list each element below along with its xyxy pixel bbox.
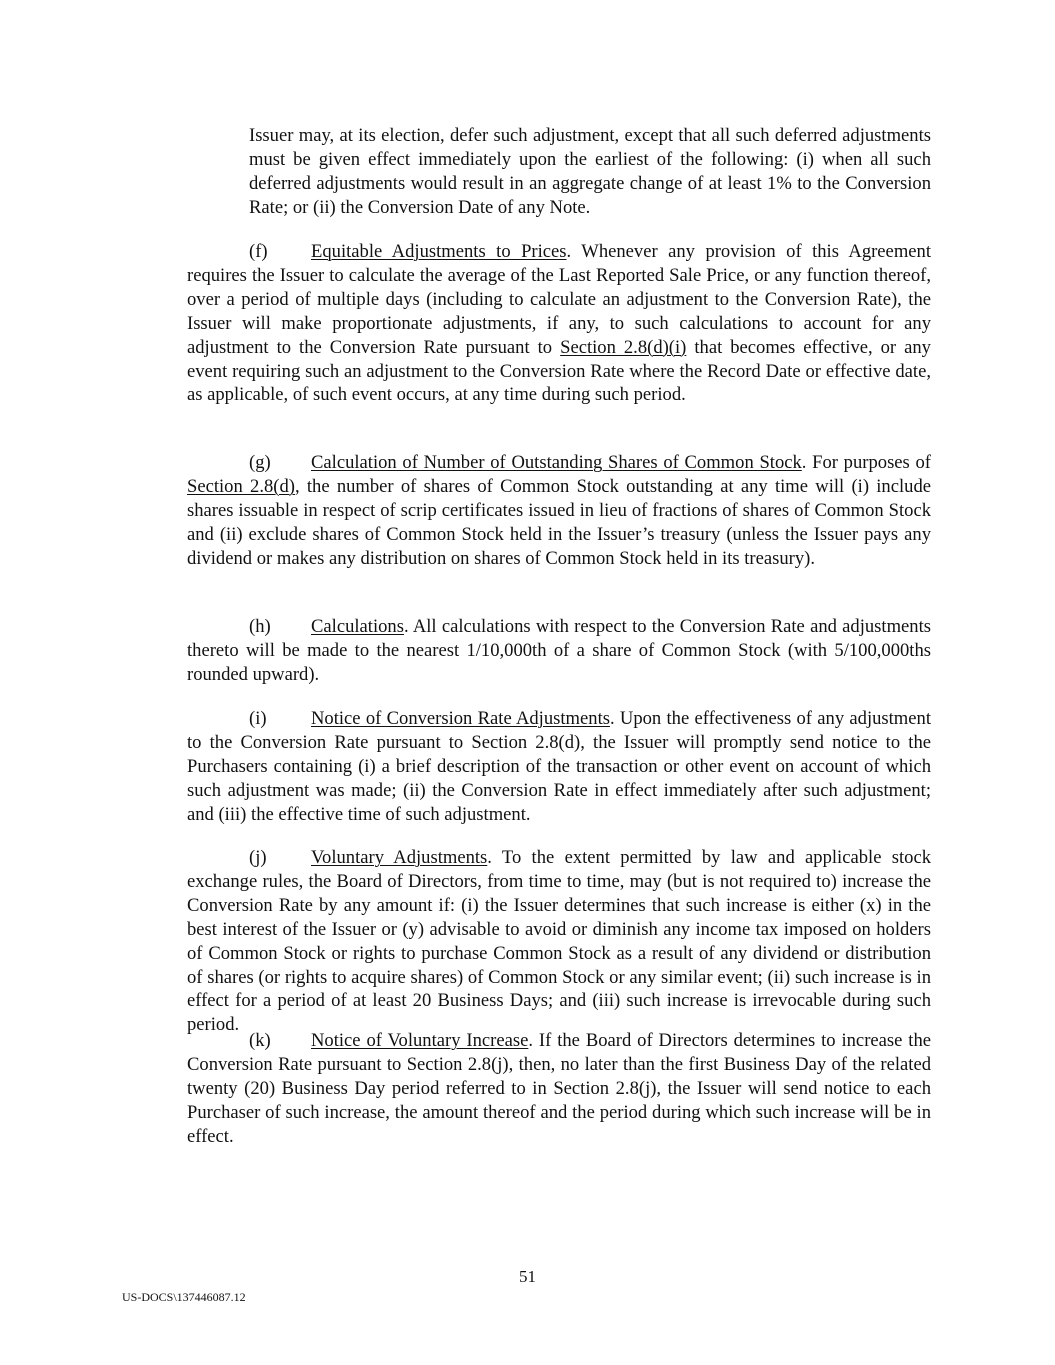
paragraph-text: . For purposes of — [801, 452, 931, 473]
paragraph-k — [187, 1029, 931, 1149]
paragraph-text: . Upon the effectiveness of any adjustment to the Conversion Rate pursuant to Section 2.8(d), the Issuer will promptly send notice to the Purchasers containing (i) a brief description of the transaction or other event on account of which such adjustment was made; (ii) the Conversion Rate in effect immediately after such adjustment; and (iii) the effective time of such adjustment. — [187, 708, 931, 825]
paragraph-label: (j) — [249, 847, 267, 868]
paragraph-heading: Notice of Conversion Rate Adjustments — [311, 708, 610, 729]
paragraph-text: . All calculations with respect to the Conversion Rate and adjustments thereto will be made to the nearest 1/10,000th of a share of Common Stock (with 5/100,000ths rounded upward). — [187, 616, 931, 685]
paragraph-heading: Calculation of Number of Outstanding Shares of Common Stock — [311, 452, 802, 473]
paragraph-text: , the number of shares of Common Stock outstanding at any time will (i) include shares issuable in respect of scrip certificates issued in lieu of fractions of shares of Common Stock and (ii) exclude shares of Common Stock held in the Issuer’s treasury (unless the Issuer pays any dividend or makes any distribution on shares of Common Stock held in its treasury). — [187, 475, 931, 569]
paragraph-label: (i) — [249, 708, 267, 729]
document-id: US-DOCS\137446087.12 — [122, 1290, 246, 1304]
paragraph-heading: Equitable Adjustments to Prices — [311, 241, 567, 262]
paragraph-label: (f) — [249, 241, 268, 262]
section-reference: Section 2.8(d)(i) — [560, 336, 687, 358]
paragraph-heading: Calculations — [311, 616, 404, 637]
paragraph-text: Issuer may, at its election, defer such adjustment, except that all such deferred adjustments must be given effect immediately upon the earliest of the following: (i) when all such deferred adjustments would result in an aggregate change of at least 1% to the Conversion Rate; or (ii) the Conversion Date of any Note. — [249, 125, 931, 218]
page-number: 51 — [519, 1267, 536, 1286]
section-reference: Section 2.8(d) — [187, 475, 295, 497]
paragraph-j — [187, 846, 931, 1037]
paragraph-text: . Whenever any provision of this Agreement requires the Issuer to calculate the average of the Last Reported Sale Price, or any function thereof, over a period of multiple days (including to calculate an adjustment to the Conversion Rate), the Issuer will make proportionate adjustments, if any, to such calculations to account for any adjustment to the Conversion Rate pursuant to — [187, 241, 931, 358]
paragraph-label: (k) — [249, 1030, 271, 1051]
paragraph-text: . If the Board of Directors determines to increase the Conversion Rate pursuant to Section 2.8(j), then, no later than the first Business Day of the related twenty (20) Business Day period referred to in Section 2.8(j), the Issuer will send notice to each Purchaser of such increase, the amount thereof and the period during which such increase will be in effect. — [187, 1030, 931, 1147]
paragraph-heading: Notice of Voluntary Increase — [311, 1030, 529, 1051]
paragraph-heading: Voluntary Adjustments — [311, 847, 488, 868]
paragraph-h — [187, 615, 931, 687]
paragraph-text: . To the extent permitted by law and applicable stock exchange rules, the Board of Directors, from time to time, may (but is not required to) increase the Conversion Rate by any amount if: (i) the Issuer determines that such increase is either (x) in the best interest of the Issuer or (y) advisable to avoid or diminish any income tax imposed on holders of Common Stock or rights to purchase Common Stock as a result of any dividend or distribution of shares (or rights to acquire shares) of Common Stock or any similar event; (ii) such increase is in effect for a period of at least 20 Business Days; and (iii) such increase is irrevocable during such period. — [187, 847, 931, 1036]
paragraph-text: that becomes effective, or any event requiring such an adjustment to the Conversion Rate where the Record Date or effective date, as applicable, of such event occurs, at any time during such period. — [187, 336, 931, 406]
paragraph-label: (h) — [249, 616, 271, 637]
paragraph-f — [187, 240, 931, 407]
paragraph-label: (g) — [249, 452, 271, 473]
paragraph-g — [187, 451, 931, 571]
paragraph-continuation — [249, 124, 931, 220]
paragraph-i — [187, 707, 931, 827]
